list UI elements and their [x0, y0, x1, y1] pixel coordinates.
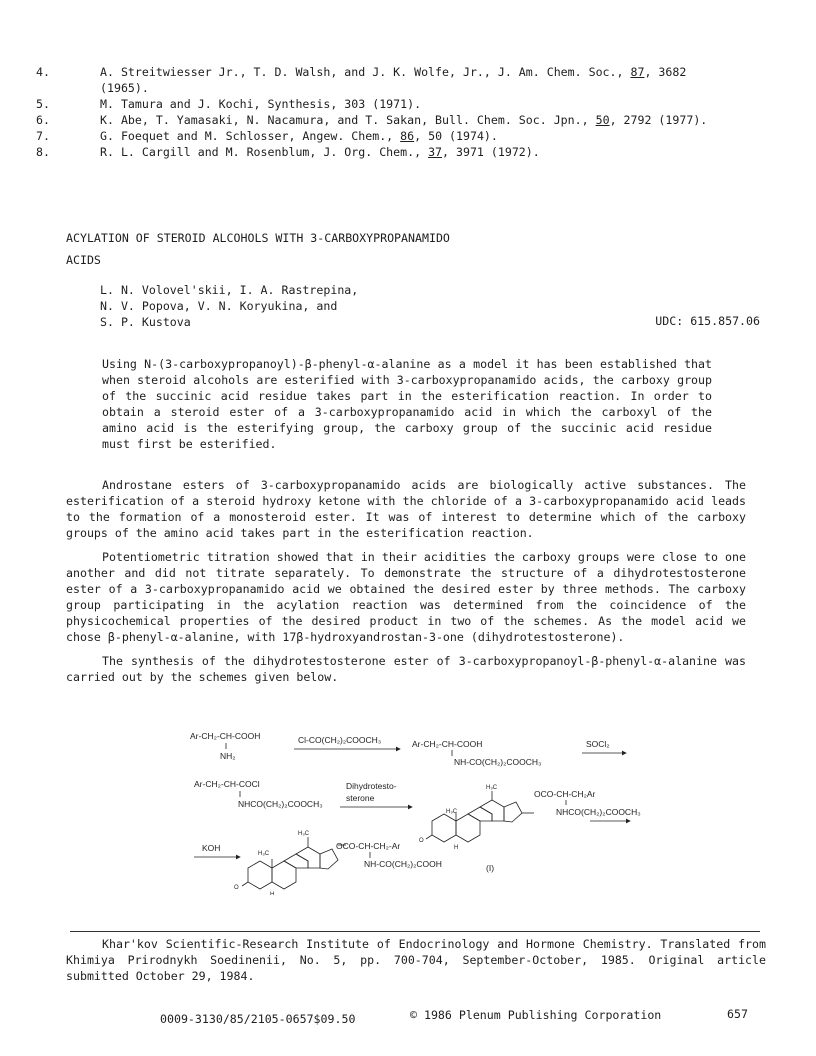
reference-text: M. Tamura and J. Kochi, Synthesis, 303 (1971).: [100, 97, 422, 111]
steroid-skeleton: [242, 837, 346, 889]
acid-chloride-amide: NHCO(CH₂)₂COOCH₃: [238, 799, 323, 809]
article-code: 0009-3130/85/2105-0657$09.50: [160, 1012, 356, 1026]
product-acylated-acid: Ar-CH₂-CH-COOH: [412, 739, 483, 749]
reference-volume: 87: [630, 65, 645, 79]
author-line: S. P. Kustova: [100, 315, 191, 329]
reference-text: R. L. Cargill and M. Rosenblum, J. Org. Chem.,: [100, 145, 429, 159]
reference-item: [36, 96, 776, 112]
reference-number: 8.: [36, 145, 50, 159]
reactant-amino-acid: Ar-CH₂-CH-COOH: [190, 731, 261, 741]
page-number: 657: [727, 1007, 748, 1021]
article-body: [66, 477, 746, 693]
ketone-oxygen: O: [419, 838, 424, 844]
abstract: Using N-(3-carboxypropanoyl)-β-phenyl-α-alanine as a model it has been established that when steroid alcohols are esterified with 3-carboxypropanamido acids, the carboxy group of the succinic acid residue takes part in the esterification reaction. In order to obtain a steroid ester of a 3-carboxypropanamido acid in which the carboxyl of the amino acid is the esterifying group, the carboxy group of the succinic acid residue must first be esterified.: [102, 357, 712, 451]
ester-amide: NHCO(CH₂)₂COOCH₃: [556, 807, 641, 817]
reference-number: 5.: [36, 97, 50, 111]
reference-text: G. Foequet and M. Schlosser, Angew. Chem.,: [100, 129, 401, 143]
reagent-dihydrotestosterone: sterone: [346, 793, 375, 803]
article-title-line: ACIDS: [66, 253, 101, 267]
steroid-skeleton: [426, 791, 534, 842]
acid-chloride: Ar-CH₂-CH-COCl: [194, 779, 260, 789]
reference-item: [36, 64, 776, 96]
reference-item: [36, 112, 776, 128]
compound-label: (I): [486, 863, 495, 873]
reference-volume: 50: [595, 113, 610, 127]
reference-number: 7.: [36, 129, 50, 143]
final-ester-chain: OCO-CH-CH₂-Ar: [336, 841, 401, 851]
body-paragraph: Androstane esters of 3-carboxypropanamido acids are biologically active substances. The esterification of a steroid hydroxy ketone with the chloride of a 3-carboxypropanamido acid leads to the formation of a monosteroid ester. It was of interest to determine which of the carboxy groups of the amino acid takes part in the esterification reaction.: [66, 478, 746, 540]
reference-text: K. Abe, T. Yamasaki, N. Nacamura, and T. Sakan, Bull. Chem. Soc. Jpn.,: [100, 113, 596, 127]
footnote-text: Khar'kov Scientific-Research Institute of Endocrinology and Hormone Chemistry. Translated from Khimiya Prirodnykh Soedinenii, No. 5, pp. 700-704, September-October, 1985. Original article submitted October 29, 1984.: [66, 937, 766, 983]
reagent-koh: KOH: [202, 843, 221, 853]
reaction-scheme: [190, 725, 750, 895]
methyl-group: H₃C: [258, 851, 270, 857]
product-amide-group: NH-CO(CH₂)₂COOCH₃: [454, 757, 542, 767]
reference-item: [36, 128, 776, 144]
body-paragraph: The synthesis of the dihydrotestosterone ester of 3-carboxypropanoyl-β-phenyl-α-alanine was carried out by the schemes given below.: [66, 654, 746, 684]
hydrogen-label: H: [454, 845, 459, 851]
reference-text-end: , 3682 (1965).: [100, 65, 687, 95]
reference-text-end: , 50 (1974).: [414, 129, 498, 143]
reagent-acid-chloride: Cl-CO(CH₂)₂COOCH₃: [298, 735, 382, 745]
reference-text-end: , 2792 (1977).: [609, 113, 708, 127]
hydrogen-label: H: [270, 892, 275, 895]
reference-number: 4.: [36, 65, 50, 79]
footnote: [66, 936, 766, 984]
article-title-line: ACYLATION OF STEROID ALCOHOLS WITH 3-CARBOXYPROPANAMIDO: [66, 231, 450, 245]
methyl-group: H₃C: [298, 831, 310, 837]
reference-text-end: , 3971 (1972).: [442, 145, 540, 159]
reagent-thionyl-chloride: SOCl₂: [586, 739, 610, 749]
methyl-group: H₃C: [486, 785, 498, 791]
author-line: L. N. Volovel'skii, I. A. Rastrepina,: [100, 283, 359, 297]
author-line: N. V. Popova, V. N. Koryukina, and: [100, 299, 338, 313]
reactant-amino-group: NH₂: [220, 751, 236, 761]
reference-text: A. Streitwiesser Jr., T. D. Walsh, and J. K. Wolfe, Jr., J. Am. Chem. Soc.,: [100, 65, 631, 79]
reference-number: 6.: [36, 113, 50, 127]
final-amide: NH-CO(CH₂)₂COOH: [364, 859, 442, 869]
methyl-group: H₃C: [446, 809, 458, 815]
reference-volume: 86: [400, 129, 415, 143]
copyright: © 1986 Plenum Publishing Corporation: [410, 1008, 662, 1022]
ketone-oxygen: O: [234, 885, 239, 891]
footnote-rule: [70, 931, 760, 932]
reference-item: [36, 144, 776, 160]
udc-code: UDC: 615.857.06: [655, 314, 760, 328]
article-title: [66, 230, 566, 268]
reference-volume: 37: [428, 145, 443, 159]
reference-list: [36, 64, 776, 160]
body-paragraph: Potentiometric titration showed that in their acidities the carboxy groups were close to one another and did not titrate separately. To demonstrate the structure of a dihydrotestosterone ester of a 3-carboxypropanamido acid we obtained the desired ester by three methods. The carboxy group participating in the acylation reaction was determined from the coincidence of the physicochemical properties of the desired product in two of the schemes. As the model acid we chose β-phenyl-α-alanine, with 17β-hydroxyandrostan-3-one (dihydrotestosterone).: [66, 550, 746, 644]
ester-chain: OCO-CH-CH₂Ar: [534, 789, 596, 799]
reagent-dihydrotestosterone: Dihydrotesto-: [346, 781, 397, 791]
